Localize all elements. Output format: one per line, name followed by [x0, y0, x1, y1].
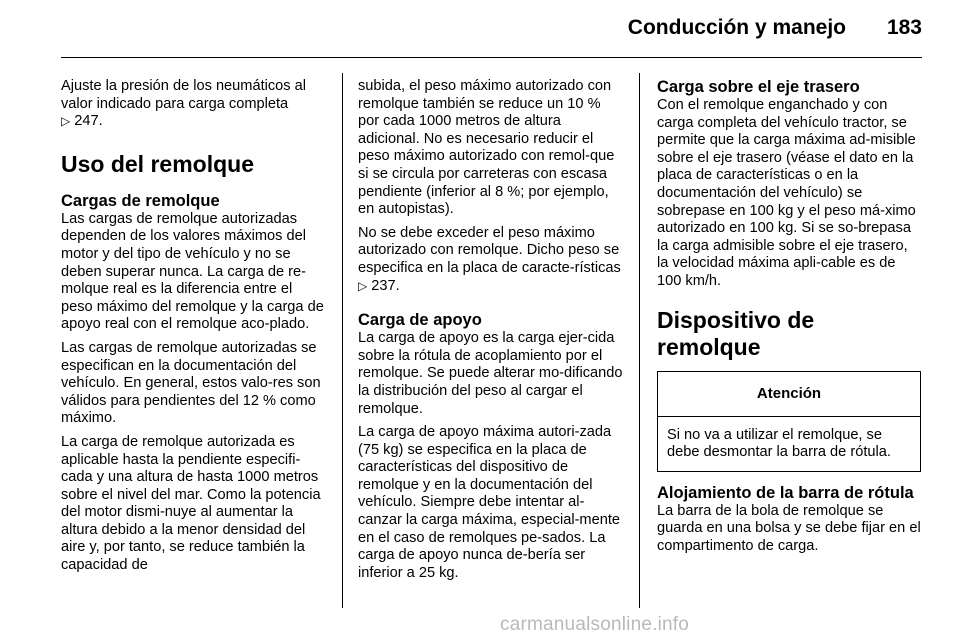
section-title-trailer-use: Uso del remolque — [61, 150, 254, 177]
column-divider-2 — [639, 73, 640, 608]
paragraph: La barra de la bola de remolque se guarda en una bolsa y se debe fijar en el compartimento de carga. — [657, 502, 921, 554]
section-title-towing-device: Dispositivo de remolque — [657, 306, 815, 360]
page-ref[interactable]: 237. — [371, 277, 400, 294]
intro-paragraph — [61, 78, 325, 131]
intro-text: Ajuste la presión de los neumáticos al valor indicado para carga completa — [61, 78, 306, 112]
paragraph: La carga de apoyo máxima autori-zada (75 kg) se especifica en la placa de características del dispositivo de remolque y en la documentación del vehículo. Siempre debe intentar al-canzar la carga máxima, especial-mente en el caso de remolques pe-sados. La carga de apoyo nunca de-bería ser inferior a 25 kg. — [358, 424, 620, 581]
subsection-title-trailer-loads: Cargas de remolque — [61, 191, 220, 210]
attention-box — [657, 371, 921, 472]
subsection-title-support-load: Carga de apoyo — [358, 311, 482, 330]
column-1 — [61, 78, 325, 581]
intro-page-ref[interactable]: 247. — [74, 113, 103, 130]
subsection-title-ball-bar-storage: Alojamiento de la barra de rótula — [657, 483, 914, 502]
attention-title: Atención — [658, 372, 920, 417]
paragraph: subida, el peso máximo autorizado con remolque también se reduce un 10 % por cada 1000 metros de altura adicional. No es necesario reducir el peso máximo autorizado con remol-que si se circula por carreteras con escasa pendiente (inferior al 8 %; por ejemplo, en autopistas). — [358, 78, 615, 218]
paragraph: La carga de remolque autorizada es aplicable hasta la pendiente especifi-cada y una altura de hasta 1000 metros sobre el nivel del mar. Como la potencia del motor dismi-nuye al aumentar la altura debido a la menor densidad del aire y, por tanto, se reduce también la capacidad de — [61, 433, 321, 574]
page-number: 183 — [886, 16, 922, 39]
chapter-title: Conducción y manejo — [627, 16, 846, 39]
subsection-title-rear-axle-load: Carga sobre el eje trasero — [657, 78, 860, 96]
column-3 — [657, 78, 922, 562]
arrow-right-icon[interactable]: ▷ — [61, 114, 71, 129]
paragraph: Con el remolque enganchado y con carga completa del vehículo tractor, se permite que la carga máxima ad-misible sobre el eje trasero (véase el dato en la placa de características o en la documentación del vehículo) se sobrepase en 100 kg y el peso má-ximo autorizado en 100 kg. Si se so-brepasa la carga admisible sobre el eje trasero, la velocidad máxima apli-cable es de 100 km/h. — [657, 97, 916, 289]
paragraph-with-ref — [358, 225, 624, 295]
page-header — [0, 0, 960, 58]
watermark: carmanualsonline.info — [500, 614, 690, 635]
paragraph: La carga de apoyo es la carga ejer-cida sobre la rótula de acoplamiento por el remolque. Se puede alterar mo-dificando la distribución del peso al cargar el remolque. — [358, 330, 623, 417]
paragraph: Las cargas de remolque autorizadas se especifican en la documentación del vehículo. En general, estos valo-res son válidos para pendientes del 12 % como máximo. — [61, 339, 321, 427]
header-divider — [61, 57, 922, 58]
column-2 — [358, 78, 624, 588]
paragraph-text: No se debe exceder el peso máximo autorizado con remolque. Dicho peso se especifica en la placa de caracte-rísticas — [358, 224, 621, 276]
paragraph: Las cargas de remolque autorizadas dependen de los valores máximos del motor y del tipo de vehículo y no se deben superar nunca. La carga de re-molque real es la diferencia entre el peso máximo del remolque y la carga de apoyo real con el remolque aco-plado. — [61, 210, 324, 333]
column-divider-1 — [342, 73, 343, 608]
arrow-right-icon[interactable]: ▷ — [358, 278, 368, 293]
attention-body: Si no va a utilizar el remolque, se debe desmontar la barra de rótula. — [667, 426, 891, 461]
